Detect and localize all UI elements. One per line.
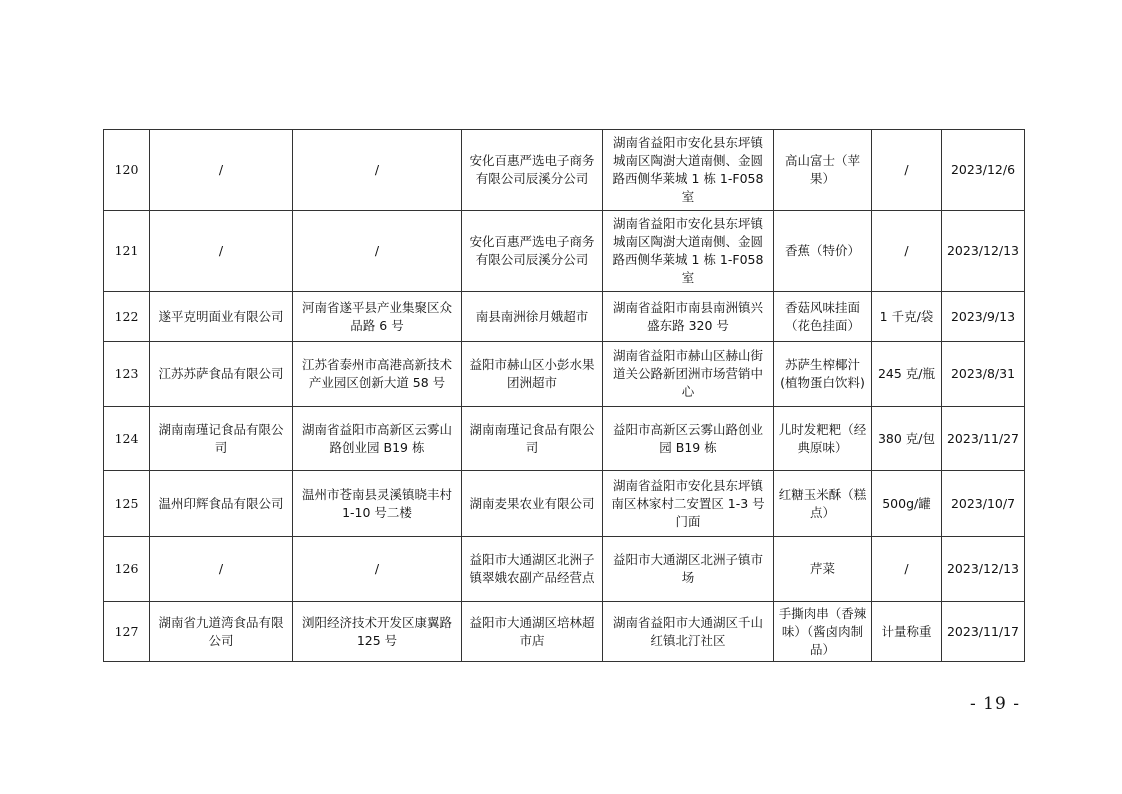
cell-product: 红糖玉米酥（糕点）: [774, 471, 872, 537]
cell-date: 2023/12/13: [942, 211, 1025, 292]
cell-product: 苏萨生榨椰汁(植物蛋白饮料): [774, 342, 872, 407]
cell-seller: 益阳市大通湖区北洲子镇翠娥农副产品经营点: [462, 537, 603, 602]
cell-seller: 益阳市赫山区小彭水果团洲超市: [462, 342, 603, 407]
cell-spec: 计量称重: [872, 602, 942, 662]
cell-producer: 温州印辉食品有限公司: [150, 471, 293, 537]
cell-date: 2023/12/13: [942, 537, 1025, 602]
cell-seller: 南县南洲徐月娥超市: [462, 292, 603, 342]
cell-producer-address: 江苏省泰州市高港高新技术产业园区创新大道 58 号: [293, 342, 462, 407]
cell-seller-address: 湖南省益阳市安化县东坪镇城南区陶澍大道南侧、金圆路西侧华莱城 1 栋 1-F058 室: [603, 130, 774, 211]
cell-producer: /: [150, 537, 293, 602]
cell-product: 儿时发粑粑（经典原味）: [774, 407, 872, 471]
cell-spec: /: [872, 211, 942, 292]
cell-no: 121: [104, 211, 150, 292]
cell-seller-address: 益阳市高新区云雾山路创业园 B19 栋: [603, 407, 774, 471]
cell-product: 手撕肉串（香辣味）（酱卤肉制品）: [774, 602, 872, 662]
table-row: [104, 602, 1025, 662]
cell-seller-address: 湖南省益阳市大通湖区千山红镇北汀社区: [603, 602, 774, 662]
cell-spec: 380 克/包: [872, 407, 942, 471]
cell-spec: 245 克/瓶: [872, 342, 942, 407]
cell-producer-address: /: [293, 537, 462, 602]
table-row: [104, 342, 1025, 407]
table-row: [104, 537, 1025, 602]
cell-spec: /: [872, 130, 942, 211]
cell-producer-address: /: [293, 130, 462, 211]
table-row: [104, 211, 1025, 292]
cell-producer-address: 温州市苍南县灵溪镇晓丰村 1-10 号二楼: [293, 471, 462, 537]
cell-no: 120: [104, 130, 150, 211]
cell-producer: 湖南南瑾记食品有限公司: [150, 407, 293, 471]
cell-producer: 江苏苏萨食品有限公司: [150, 342, 293, 407]
cell-date: 2023/12/6: [942, 130, 1025, 211]
cell-producer-address: /: [293, 211, 462, 292]
cell-no: 127: [104, 602, 150, 662]
cell-seller: 湖南南瑾记食品有限公司: [462, 407, 603, 471]
cell-seller-address: 湖南省益阳市安化县东坪镇南区林家村二安置区 1-3 号门面: [603, 471, 774, 537]
cell-seller: 湖南麦果农业有限公司: [462, 471, 603, 537]
cell-date: 2023/11/27: [942, 407, 1025, 471]
cell-no: 123: [104, 342, 150, 407]
cell-product: 芹菜: [774, 537, 872, 602]
page-number: - 19 -: [970, 694, 1020, 714]
table-row: [104, 292, 1025, 342]
cell-seller-address: 湖南省益阳市安化县东坪镇城南区陶澍大道南侧、金圆路西侧华莱城 1 栋 1-F058 室: [603, 211, 774, 292]
cell-date: 2023/8/31: [942, 342, 1025, 407]
cell-producer: /: [150, 211, 293, 292]
cell-no: 126: [104, 537, 150, 602]
data-table: [103, 129, 1025, 662]
table-row: [104, 471, 1025, 537]
cell-product: 香菇风味挂面（花色挂面）: [774, 292, 872, 342]
cell-product: 香蕉（特价）: [774, 211, 872, 292]
cell-spec: 1 千克/袋: [872, 292, 942, 342]
cell-seller-address: 湖南省益阳市赫山区赫山街道关公路新团洲市场营销中心: [603, 342, 774, 407]
cell-producer: 遂平克明面业有限公司: [150, 292, 293, 342]
cell-seller: 益阳市大通湖区培林超市店: [462, 602, 603, 662]
cell-seller: 安化百惠严选电子商务有限公司辰溪分公司: [462, 130, 603, 211]
cell-producer-address: 河南省遂平县产业集聚区众品路 6 号: [293, 292, 462, 342]
table-row: [104, 130, 1025, 211]
cell-producer-address: 浏阳经济技术开发区康翼路 125 号: [293, 602, 462, 662]
cell-no: 125: [104, 471, 150, 537]
cell-spec: 500g/罐: [872, 471, 942, 537]
cell-producer: 湖南省九道湾食品有限公司: [150, 602, 293, 662]
cell-seller-address: 益阳市大通湖区北洲子镇市场: [603, 537, 774, 602]
cell-seller-address: 湖南省益阳市南县南洲镇兴盛东路 320 号: [603, 292, 774, 342]
cell-product: 高山富士（苹果）: [774, 130, 872, 211]
cell-no: 124: [104, 407, 150, 471]
cell-seller: 安化百惠严选电子商务有限公司辰溪分公司: [462, 211, 603, 292]
cell-producer-address: 湖南省益阳市高新区云雾山路创业园 B19 栋: [293, 407, 462, 471]
cell-date: 2023/11/17: [942, 602, 1025, 662]
cell-producer: /: [150, 130, 293, 211]
cell-no: 122: [104, 292, 150, 342]
cell-spec: /: [872, 537, 942, 602]
cell-date: 2023/9/13: [942, 292, 1025, 342]
cell-date: 2023/10/7: [942, 471, 1025, 537]
table-row: [104, 407, 1025, 471]
